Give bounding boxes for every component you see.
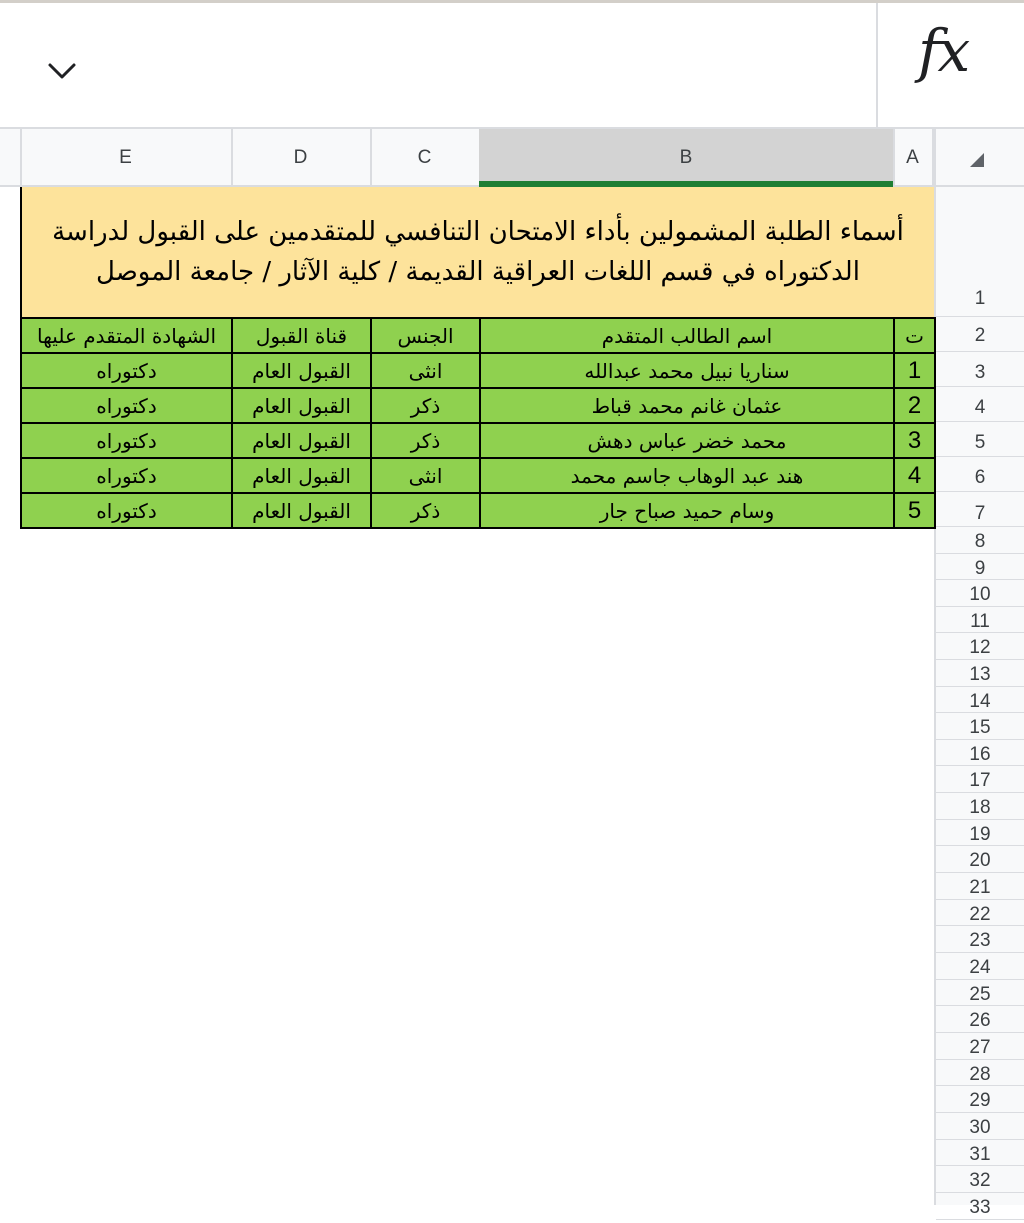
select-all-triangle-icon bbox=[970, 153, 984, 167]
cell-gender[interactable]: انثى bbox=[371, 458, 480, 493]
row-number-25[interactable]: 25 bbox=[936, 980, 1024, 1006]
cell-certificate[interactable]: دكتوراه bbox=[21, 493, 232, 528]
cell-admission-channel[interactable]: القبول العام bbox=[232, 423, 371, 458]
cell-admission-channel[interactable]: القبول العام bbox=[232, 493, 371, 528]
cell-gender[interactable]: ذكر bbox=[371, 493, 480, 528]
row-number-23[interactable]: 23 bbox=[936, 926, 1024, 953]
cell-certificate[interactable]: دكتوراه bbox=[21, 423, 232, 458]
row-number-6[interactable]: 6 bbox=[936, 457, 1024, 492]
cell-serial[interactable]: 2 bbox=[894, 388, 935, 423]
row-number-14[interactable]: 14 bbox=[936, 687, 1024, 713]
sheet-title-line-2: الدكتوراه في قسم اللغات العراقية القديمة / كلية الآثار / جامعة الموصل bbox=[96, 257, 860, 287]
row-number-4[interactable]: 4 bbox=[936, 387, 1024, 422]
cell-certificate[interactable]: دكتوراه bbox=[21, 458, 232, 493]
row-number-19[interactable]: 19 bbox=[936, 820, 1024, 846]
cell-gender[interactable]: ذكر bbox=[371, 388, 480, 423]
formula-input[interactable] bbox=[876, 3, 1024, 129]
row-number-8[interactable]: 8 bbox=[936, 527, 1024, 554]
row-number-29[interactable]: 29 bbox=[936, 1086, 1024, 1113]
cell-gender[interactable]: انثى bbox=[371, 353, 480, 388]
row-number-11[interactable]: 11 bbox=[936, 607, 1024, 633]
row-number-10[interactable]: 10 bbox=[936, 580, 1024, 607]
column-header-a[interactable]: A bbox=[893, 129, 934, 185]
row-number-26[interactable]: 26 bbox=[936, 1006, 1024, 1033]
column-header-row bbox=[0, 129, 1024, 187]
header-certificate[interactable]: الشهادة المتقدم عليها bbox=[21, 318, 232, 353]
row-number-9[interactable]: 9 bbox=[936, 554, 1024, 580]
row-number-5[interactable]: 5 bbox=[936, 422, 1024, 457]
row-number-2[interactable]: 2 bbox=[936, 317, 1024, 352]
row-number-3[interactable]: 3 bbox=[936, 352, 1024, 387]
cell-serial[interactable]: 4 bbox=[894, 458, 935, 493]
row-number-18[interactable]: 18 bbox=[936, 793, 1024, 820]
column-header-e[interactable]: E bbox=[20, 129, 233, 185]
sheet-title bbox=[48, 212, 908, 292]
header-serial[interactable]: ت bbox=[894, 318, 935, 353]
cell-certificate[interactable]: دكتوراه bbox=[21, 353, 232, 388]
cell-serial[interactable]: 5 bbox=[894, 493, 935, 528]
cell-student-name[interactable]: سناريا نبيل محمد عبدالله bbox=[480, 353, 894, 388]
row-number-31[interactable]: 31 bbox=[936, 1140, 1024, 1166]
row-number-7[interactable]: 7 bbox=[936, 492, 1024, 527]
cell-certificate[interactable]: دكتوراه bbox=[21, 388, 232, 423]
cell-student-name[interactable]: هند عبد الوهاب جاسم محمد bbox=[480, 458, 894, 493]
cell-admission-channel[interactable]: القبول العام bbox=[232, 388, 371, 423]
row-number-33[interactable]: 33 bbox=[936, 1193, 1024, 1220]
sheet-title-line-1: أسماء الطلبة المشمولين بأداء الامتحان التنافسي للمتقدمين على القبول لدراسة bbox=[52, 217, 904, 247]
row-number-1[interactable]: 1 bbox=[936, 187, 1024, 317]
row-number-column bbox=[934, 187, 1024, 1218]
row-number-17[interactable]: 17 bbox=[936, 766, 1024, 793]
cell-admission-channel[interactable]: القبول العام bbox=[232, 353, 371, 388]
cell-student-name[interactable]: محمد خضر عباس دهش bbox=[480, 423, 894, 458]
row-number-13[interactable]: 13 bbox=[936, 660, 1024, 687]
column-header-b[interactable]: B bbox=[479, 129, 895, 185]
row-number-20[interactable]: 20 bbox=[936, 846, 1024, 873]
row-number-28[interactable]: 28 bbox=[936, 1060, 1024, 1086]
cell-serial[interactable]: 1 bbox=[894, 353, 935, 388]
fx-icon: fx bbox=[918, 17, 969, 85]
column-header-d[interactable]: D bbox=[231, 129, 372, 185]
formula-bar bbox=[0, 0, 1024, 129]
header-student-name[interactable]: اسم الطالب المتقدم bbox=[480, 318, 894, 353]
students-table bbox=[20, 317, 936, 529]
cell-student-name[interactable]: وسام حميد صباح جار bbox=[480, 493, 894, 528]
table-row bbox=[21, 388, 935, 423]
cell-admission-channel[interactable]: القبول العام bbox=[232, 458, 371, 493]
column-header-spacer bbox=[0, 129, 22, 185]
table-row bbox=[21, 458, 935, 493]
cell-student-name[interactable]: عثمان غانم محمد قباط bbox=[480, 388, 894, 423]
row-number-12[interactable]: 12 bbox=[936, 633, 1024, 660]
row-number-21[interactable]: 21 bbox=[936, 873, 1024, 900]
chevron-down-icon[interactable] bbox=[46, 55, 78, 87]
table-header-row bbox=[21, 318, 935, 353]
table-row bbox=[21, 423, 935, 458]
row-number-30[interactable]: 30 bbox=[936, 1113, 1024, 1140]
cell-gender[interactable]: ذكر bbox=[371, 423, 480, 458]
row-number-27[interactable]: 27 bbox=[936, 1033, 1024, 1060]
row-number-32[interactable]: 32 bbox=[936, 1166, 1024, 1193]
row-number-16[interactable]: 16 bbox=[936, 740, 1024, 766]
title-cell[interactable] bbox=[20, 187, 934, 317]
select-all-corner[interactable] bbox=[934, 129, 1024, 185]
row-number-22[interactable]: 22 bbox=[936, 900, 1024, 926]
table-row bbox=[21, 353, 935, 388]
column-header-c[interactable]: C bbox=[370, 129, 481, 185]
header-gender[interactable]: الجنس bbox=[371, 318, 480, 353]
row-number-15[interactable]: 15 bbox=[936, 713, 1024, 740]
cell-serial[interactable]: 3 bbox=[894, 423, 935, 458]
header-admission-channel[interactable]: قناة القبول bbox=[232, 318, 371, 353]
row-number-24[interactable]: 24 bbox=[936, 953, 1024, 980]
table-row bbox=[21, 493, 935, 528]
